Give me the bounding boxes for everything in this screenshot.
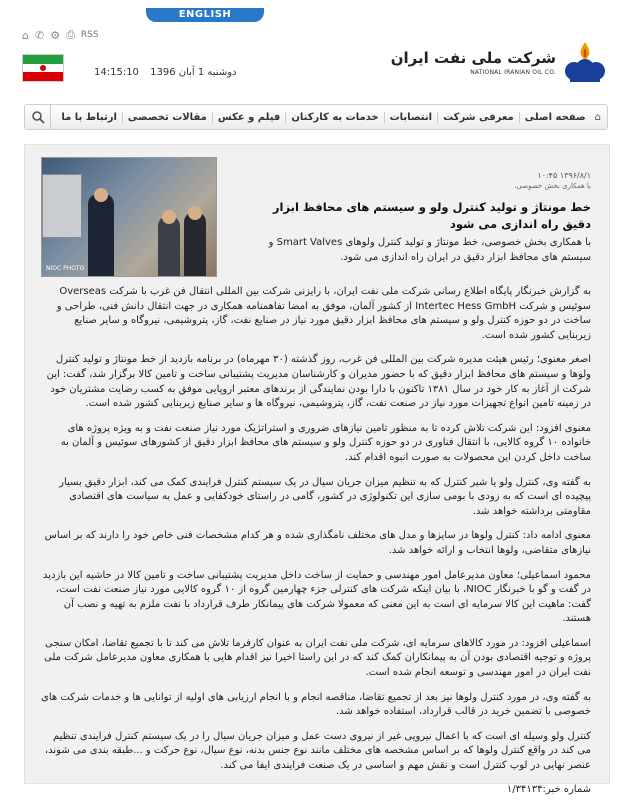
current-time: 14:15:10 xyxy=(94,67,139,78)
search-button[interactable] xyxy=(25,105,51,129)
search-icon xyxy=(31,110,45,124)
utility-icons xyxy=(22,28,99,42)
main-navigation xyxy=(24,104,608,130)
article-paragraph: اسماعیلی افزود: در مورد کالاهای سرمایه ای، شرکت ملی نفت ایران به عنوان کارفرما تلاش می کند تا با تجمیع تقاضا، امکان سنجی پروژه و توجیه اقتصادی بودن آن به پیمانکاران کمک کند که در این راستا اخیرا نیز اقدام هایی با همکاری معاون مدیرعامل شرکت ملی نفت ایران در امور مهندسی و توسعه انجام شده است. xyxy=(44,637,591,679)
nav-item-staff-services[interactable]: خدمات به کارکنان xyxy=(285,112,383,123)
article-photo[interactable] xyxy=(41,157,217,277)
nav-item-contact[interactable]: ارتباط با ما xyxy=(61,111,117,123)
article-paragraph: محمود اسماعیلی؛ معاون مدیرعامل امور مهندسی و حمایت از ساخت داخل مدیریت پشتیبانی ساخت و تامین کالا در حاشیه این بازدید در گفت و گو با خبرنگار NIOC، با بیان اینکه شرکت های کنترلی جزء چهارمین گروه از ۱۰ گروه کالایی مورد نیاز صنعت نفت است، گفت: ماهیت این کالا سرمایه ای است به این معنی که معمولا شرکت های پیمانکار طرف قرارداد با نفت ملزم به تهیه و نصب آن هستند. xyxy=(43,569,591,625)
date-time xyxy=(94,67,237,78)
article-paragraph: معنوی افزود: این شرکت تلاش کرده تا به منظور تامین نیازهای ضروری و استراتژیک مورد نیاز صنعت نفت و به ویژه پروژه های خانواده ۱۰ گروه کالایی، با انتقال فناوری در دو حوزه کنترل ولو و سیستم های محافظ ابزار دقیق از کشورهای سوئیس و آلمان به ساخت داخل کردن این محصولات به صورت انبوه اقدام کند. xyxy=(60,422,591,463)
article-paragraph: کنترل ولو وسیله ای است که با اعمال نیرویی غیر از نیروی دست عمل و میزان جریان سیال را در یک سیستم کنترل فرایندی تنظیم می کند در واقع کنترل ولوها که بر اساس مشخصه های مختلف مانند نوع جنس بدنه، نوع سیال، نوع حرکت و ...طبقه بندی می شوند، عنصر نهایی در لوپ کنترل است و نقش مهم و اساسی در یک صنعت فرایندی ایفا می کند. xyxy=(44,730,591,772)
nav-item-articles[interactable]: مقالات تخصصی xyxy=(122,112,212,123)
nav-item-appointments[interactable]: انتصابات xyxy=(384,112,437,123)
logo-text-fa: شرکت ملی نفت ایران xyxy=(390,48,556,67)
rss-icon[interactable]: RSS xyxy=(80,30,99,40)
nav-home-icon[interactable]: ⌂ xyxy=(594,111,601,123)
logo-text-en: NATIONAL IRANIAN OIL CO. xyxy=(470,68,556,76)
print-icon[interactable]: ⎙ xyxy=(66,28,75,41)
article-lead: با همکاری بخش خصوصی، خط مونتاژ و تولید کنترل ولوهای Smart Valves و سیستم های محافظ ابزار دقیق در ایران راه اندازی می شود. xyxy=(268,237,591,263)
article-meta xyxy=(514,171,591,190)
news-number: شماره خبر:۱/۳۴۱۳۴ xyxy=(506,783,591,795)
english-language-tab[interactable]: ENGLISH xyxy=(146,8,264,22)
article-timestamp: ۱۳۹۶/۸/۱ ۱۰:۴۵ xyxy=(537,171,591,180)
article-paragraph: اصغر معنوی؛ رئیس هیئت مدیره شرکت بین المللی فن غرب، روز گذشته (۳۰ مهرماه) در برنامه بازدید از خط مونتاژ و تولید کنترل ولوها و سیستم های محافظ ابزار دقیق که با حضور مدیران و کارشناسان مدیریت پشتیبانی ساخت و تامین کالا برگزار شد، گفت: این شرکت از آغاز به کار خود در سال ۱۳۸۱ تاکنون با دارا بودن نمایندگی از برندهای معتبر اروپایی موفق به کسب رضایت مشتریان خود در زمینه تامین انواع تجهیزات مورد نیاز در صنعت نفت، گاز، پتروشیمی، نیروگاه ها و سایر صنایع زیربنایی کشور شده است. xyxy=(46,354,591,410)
article-panel xyxy=(24,144,610,795)
nioc-emblem-icon xyxy=(562,40,608,84)
nioc-logo[interactable] xyxy=(391,40,608,84)
photo-watermark: NIOC PHOTO xyxy=(46,265,85,272)
sitemap-icon[interactable]: ⚙ xyxy=(50,28,61,42)
article-body xyxy=(39,285,591,795)
article-paragraph: به گفته وی، در مورد کنترل ولوها نیز بعد از تجمیع تقاضا، مناقصه انجام و با انجام ارزیابی های اولیه از توانایی ها و خدمات شرکت های خصوصی با تضمین خرید در قالب قرارداد، استفاده خواهد شد. xyxy=(41,691,591,718)
contact-icon[interactable]: ✆ xyxy=(34,28,45,42)
article-paragraph: به گزارش خبرنگار پایگاه اطلاع رسانی شرکت ملی نفت ایران، با رایزنی شرکت بین المللی انتقال فن غرب با شرکت Overseas سوئیس و شرکت Intertec Hess GmbH از کشور آلمان، موفق به امضا تفاهمنامه همکاری در جهت انتقال دانش فنی، طراحی و ساخت در دو حوزه کنترل ولو و سیستم های محافظ ابزار دقیق مورد نیاز در صنایع نفت، گاز، پتروشیمی، نیروگاه و سایر صنایع زیربنایی کشور شده است. xyxy=(56,286,591,341)
iran-flag-icon xyxy=(22,54,64,82)
article-paragraph: معنوی ادامه داد: کنترل ولوها در سایزها و مدل های مختلف نامگذاری شده و هر کدام مشخصات فنی خاص خود را دارند که بر اساس نیازهای متقاضی، ولوها انتخاب و ارائه خواهد شد. xyxy=(44,530,591,556)
article-paragraph: به گفته وی، کنترل ولو یا شیر کنترل که به تنظیم میزان جریان سیال در یک سیستم کنترل فرایندی کمک می کند، ابزار دقیق بسیار پیچیده ای است که به زودی با بومی سازی این تکنولوژی در کشور، گامی در راستای خودکفایی و عمل به سیاست های اقتصادی مقاومتی برداشته خواهد شد. xyxy=(59,476,591,517)
site-header xyxy=(20,22,610,92)
nav-item-about[interactable]: معرفی شرکت xyxy=(437,112,519,123)
home-icon[interactable]: ⌂ xyxy=(22,28,29,42)
current-date: دوشنبه 1 آبان 1396 xyxy=(150,67,237,78)
nav-item-media[interactable]: فیلم و عکس xyxy=(212,112,286,123)
nav-item-home[interactable]: صفحه اصلی xyxy=(519,112,591,123)
article-source: با همکاری بخش خصوصی، xyxy=(514,182,591,190)
article-title: خط مونتاژ و تولید کنترل ولو و سیستم های محافظ ابزار دقیق راه اندازی می شود xyxy=(272,200,591,231)
